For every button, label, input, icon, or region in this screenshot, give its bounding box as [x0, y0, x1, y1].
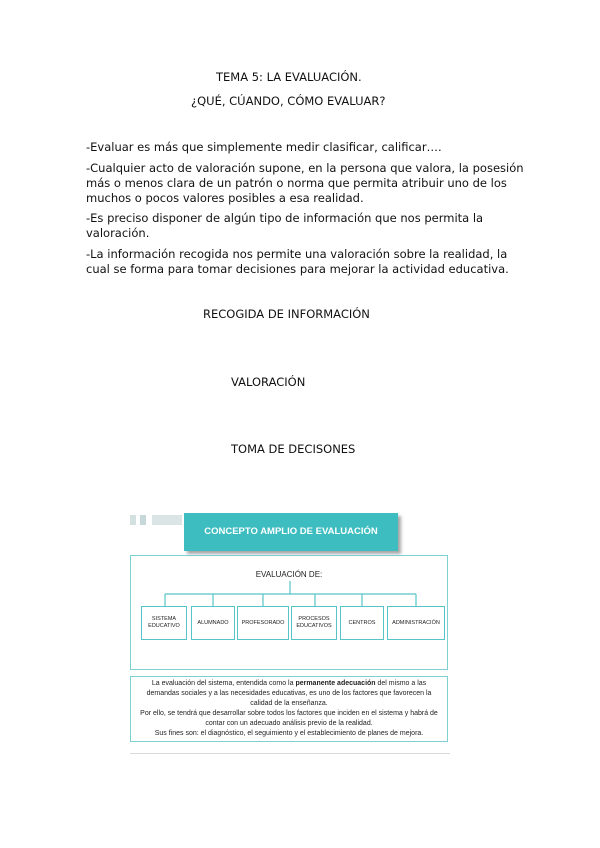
step-recogida: RECOGIDA DE INFORMACIÓN: [203, 307, 370, 321]
paragraph-1: -Evaluar es más que simplemente medir clasificar, calificar….: [86, 140, 442, 154]
paragraph-4: -La información recogida nos permite una valoración sobre la realidad, la cual se forma para tomar decisiones para mejorar la actividad educativa.: [86, 247, 509, 276]
category-administracion: ADMINISTRACIÓN: [387, 606, 445, 640]
category-procesos-educativos: PROCESOS EDUCATIVOS: [291, 606, 337, 640]
categories-heading: EVALUACIÓN DE:: [255, 570, 323, 579]
description-bold: permanente adecuación: [295, 680, 376, 687]
description-text-end: del mismo a las demandas sociales y a las necesidades educativas, es uno de los factores que favorecen la calidad de la enseñanza.: [146, 680, 432, 707]
figure-banner: CONCEPTO AMPLIO DE EVALUACIÓN: [184, 513, 398, 551]
description-line-3: Sus fines son: el diagnóstico, el seguimiento y el establecimiento de planes de mejora.: [154, 730, 424, 737]
category-sistema-educativo: SISTEMA EDUCATIVO: [141, 606, 187, 640]
decorative-strip: [130, 515, 182, 525]
category-alumnado: ALUMNADO: [191, 606, 235, 640]
description-text-start: La evaluación del sistema, entendida como la: [151, 680, 296, 687]
paragraph-2: -Cualquier acto de valoración supone, en la persona que valora, la posesión más o menos clara de un patrón o norma que permita atribuir uno de los muchos o pocos valores posibles a esa realidad.: [86, 161, 524, 205]
category-centros: CENTROS: [340, 606, 384, 640]
figure-divider: [130, 753, 450, 754]
step-toma-decisiones: TOMA DE DECISONES: [231, 442, 356, 456]
category-profesorado: PROFESORADO: [237, 606, 289, 640]
document-title: TEMA 5: LA EVALUACIÓN.: [216, 70, 362, 84]
document-subtitle: ¿QUÉ, CÚANDO, CÓMO EVALUAR?: [191, 94, 386, 108]
paragraph-3: -Es preciso disponer de algún tipo de información que nos permita la valoración.: [86, 211, 484, 240]
description-line-2: Por ello, se tendrá que desarrollar sobre todos los factores que inciden en el sistema y habrá de contar con un adecuado análisis previo de la realidad.: [140, 710, 438, 727]
figure-description: [130, 676, 448, 742]
evaluation-figure: [128, 513, 454, 757]
categories-box: [130, 555, 448, 670]
step-valoracion: VALORACIÓN: [231, 375, 306, 389]
